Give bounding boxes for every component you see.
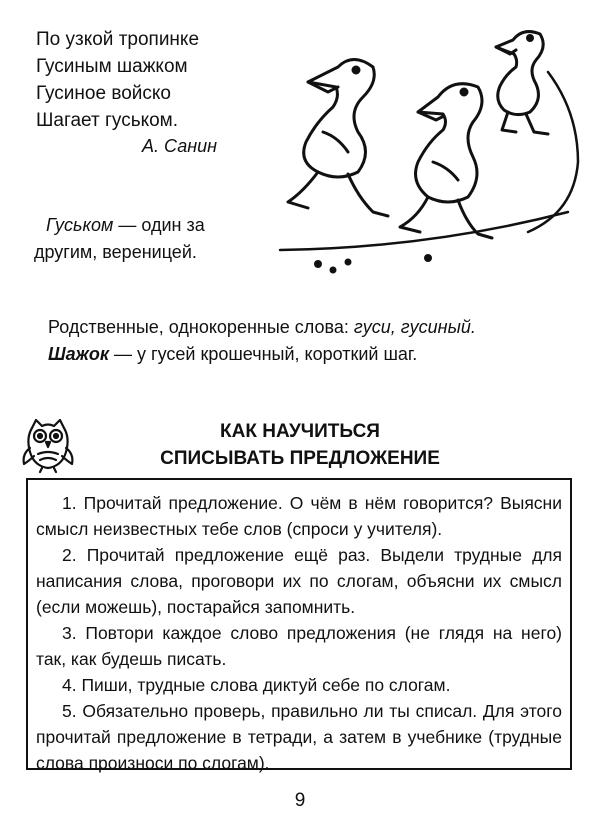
related-words-list: гуси, гусиный. bbox=[353, 317, 476, 337]
related-words bbox=[48, 314, 568, 368]
poem-line-3: Гусиное войско bbox=[36, 83, 171, 104]
definition bbox=[34, 212, 270, 266]
related-term-text: — у гусей крошечный, короткий шаг. bbox=[109, 344, 418, 364]
poem-author: А. Санин bbox=[142, 136, 218, 156]
related-label: Родственные, однокоренные слова: bbox=[48, 317, 354, 337]
page-number: 9 bbox=[294, 790, 306, 811]
section-heading bbox=[90, 418, 510, 472]
heading-line-2: СПИСЫВАТЬ ПРЕДЛОЖЕНИЕ bbox=[160, 448, 440, 469]
poem bbox=[36, 26, 199, 134]
poem-line-1: По узкой тропинке bbox=[36, 29, 200, 50]
definition-term: Гуськом bbox=[46, 215, 114, 235]
related-row-2 bbox=[48, 341, 568, 368]
rule-3: 3. Повтори каждое слово предложения (не глядя на него) так, как будешь писать. bbox=[36, 623, 562, 669]
rule-5: 5. Обязательно проверь, правильно ли ты списал. Для этого прочитай предложение в тетради, а затем в учебнике (трудные слова произноси по слогам). bbox=[36, 701, 562, 773]
owl-icon bbox=[18, 414, 78, 474]
rule-1: 1. Прочитай предложение. О чём в нём говорится? Выясни смысл неизвестных тебе слов (спроси у учителя). bbox=[36, 493, 562, 539]
definition-text: — один за другим, вереницей. bbox=[34, 215, 205, 262]
rule-4: 4. Пиши, трудные слова диктуй себе по слогам. bbox=[62, 675, 451, 695]
rule-2: 2. Прочитай предложение ещё раз. Выдели трудные для написания слова, проговори их по слогам, объясни их смысл (если можешь), постарайся запомнить. bbox=[36, 545, 562, 617]
poem-line-2: Гусиным шажком bbox=[36, 56, 188, 77]
rules-box bbox=[26, 478, 572, 773]
geese-illustration bbox=[278, 12, 590, 280]
heading-line-1: КАК НАУЧИТЬСЯ bbox=[220, 421, 380, 442]
related-term: Шажок bbox=[48, 344, 110, 364]
related-row-1 bbox=[48, 314, 568, 341]
poem-line-4: Шагает гуськом. bbox=[36, 110, 179, 131]
